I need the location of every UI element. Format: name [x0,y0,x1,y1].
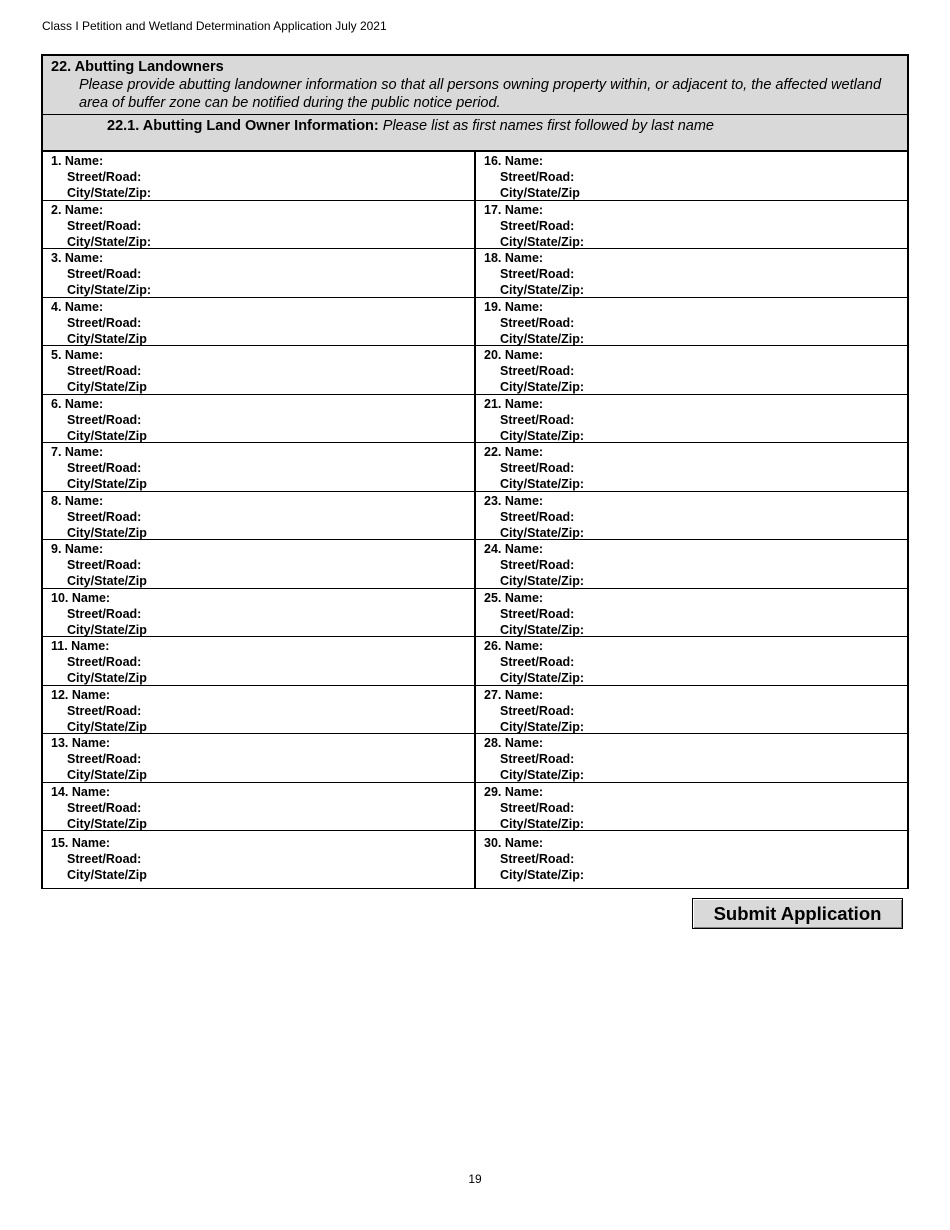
landowner-name-field[interactable]: 8. Name: [51,493,104,508]
landowner-name-field[interactable]: 16. Name: [484,154,544,168]
street-road-field[interactable]: Street/Road: [67,558,142,572]
city-state-zip-field[interactable]: City/State/Zip [67,816,147,831]
landowner-name-field[interactable]: 18. Name: [484,251,544,265]
street-road-field[interactable]: Street/Road: [500,703,575,718]
city-state-zip-field[interactable]: City/State/Zip: [500,622,585,637]
landowner-entry[interactable] [476,783,909,832]
landowner-entry[interactable] [476,249,909,298]
landowner-entry[interactable] [43,346,476,395]
landowner-entry[interactable] [43,152,476,201]
street-road-field[interactable]: Street/Road: [500,558,575,572]
landowner-name-field[interactable]: 29. Name: [484,784,544,799]
landowner-name-field[interactable]: 7. Name: [51,445,104,459]
landowner-name-field[interactable]: 2. Name: [51,202,104,217]
page-number: 19 [468,1172,482,1186]
subsection-note: Please list as first names first followed by last name [378,118,714,134]
landowner-entry[interactable] [476,686,909,735]
document-header: Class I Petition and Wetland Determination Application July 2021 [42,19,387,33]
city-state-zip-field[interactable]: City/State/Zip: [500,234,585,249]
landowner-entry[interactable] [43,589,476,638]
landowner-name-field[interactable]: 25. Name: [484,590,544,605]
landowner-name-field[interactable]: 21. Name: [484,396,544,411]
street-road-field[interactable]: Street/Road: [67,852,142,866]
city-state-zip-field[interactable]: City/State/Zip: [500,868,585,882]
city-state-zip-field[interactable]: City/State/Zip: [67,186,152,200]
section-header [43,56,907,115]
street-road-field[interactable]: Street/Road: [67,752,142,766]
city-state-zip-field[interactable]: City/State/Zip: [500,816,585,831]
submit-application-button[interactable]: Submit Application [692,898,903,929]
street-road-field[interactable]: Street/Road: [67,170,142,184]
city-state-zip-field[interactable]: City/State/Zip [67,868,147,882]
landowner-name-field[interactable]: 3. Name: [51,251,104,265]
landowner-name-field[interactable]: 12. Name: [51,687,111,702]
landowner-entry[interactable] [476,152,909,201]
landowner-name-field[interactable]: 30. Name: [484,836,544,850]
landowner-grid [43,152,907,889]
landowner-entry[interactable] [476,637,909,686]
landowner-name-field[interactable]: 11. Name: [51,639,110,653]
section-title: 22. Abutting Landowners [51,59,224,75]
city-state-zip-field[interactable]: City/State/Zip: [500,380,585,394]
landowner-name-field[interactable]: 6. Name: [51,396,104,411]
street-road-field[interactable]: Street/Road: [500,752,575,766]
city-state-zip-field[interactable]: City/State/Zip [67,719,147,734]
landowner-name-field[interactable]: 26. Name: [484,639,544,653]
street-road-field[interactable]: Street/Road: [67,412,142,427]
street-road-field[interactable]: Street/Road: [67,606,142,621]
street-road-field[interactable]: Street/Road: [500,218,575,233]
street-road-field[interactable]: Street/Road: [500,852,575,866]
landowner-entry[interactable] [476,831,909,889]
city-state-zip-field[interactable]: City/State/Zip: [67,283,152,297]
landowner-entry[interactable] [476,540,909,589]
landowner-name-field[interactable]: 10. Name: [51,590,111,605]
city-state-zip-field[interactable]: City/State/Zip [67,380,147,394]
landowner-entry[interactable] [43,201,476,250]
landowner-entry[interactable] [43,492,476,541]
landowner-name-field[interactable]: 4. Name: [51,299,104,314]
city-state-zip-field[interactable]: City/State/Zip: [500,331,585,346]
city-state-zip-field[interactable]: City/State/Zip: [500,428,585,443]
landowner-entry[interactable] [43,298,476,347]
street-road-field[interactable]: Street/Road: [67,461,142,475]
city-state-zip-field[interactable]: City/State/Zip [67,525,147,540]
landowner-entry[interactable] [476,395,909,444]
city-state-zip-field[interactable]: City/State/Zip: [500,574,585,588]
street-road-field[interactable]: Street/Road: [67,655,142,669]
landowner-name-field[interactable]: 23. Name: [484,493,544,508]
street-road-field[interactable]: Street/Road: [500,800,575,815]
city-state-zip-field[interactable]: City/State/Zip: [67,234,152,249]
city-state-zip-field[interactable]: City/State/Zip [67,331,147,346]
street-road-field[interactable]: Street/Road: [500,655,575,669]
city-state-zip-field[interactable]: City/State/Zip: [500,283,585,297]
city-state-zip-field[interactable]: City/State/Zip: [500,768,585,782]
street-road-field[interactable]: Street/Road: [67,315,142,330]
street-road-field[interactable]: Street/Road: [67,267,142,281]
landowner-entry[interactable] [476,298,909,347]
landowner-entry[interactable] [43,395,476,444]
landowner-name-field[interactable]: 27. Name: [484,687,544,702]
landowner-entry[interactable] [476,589,909,638]
landowner-entry[interactable] [43,783,476,832]
abutting-landowners-section [41,54,909,889]
landowner-entry[interactable] [476,492,909,541]
city-state-zip-field[interactable]: City/State/Zip [67,622,147,637]
street-road-field[interactable]: Street/Road: [500,412,575,427]
subsection-header [43,115,907,152]
landowner-name-field[interactable]: 5. Name: [51,348,104,362]
landowner-entry[interactable] [43,249,476,298]
city-state-zip-field[interactable]: City/State/Zip: [500,671,585,685]
landowner-entry[interactable] [43,734,476,783]
landowner-entry[interactable] [43,540,476,589]
city-state-zip-field[interactable]: City/State/Zip: [500,477,585,491]
city-state-zip-field[interactable]: City/State/Zip [500,186,580,200]
landowner-entry[interactable] [476,734,909,783]
landowner-entry[interactable] [476,201,909,250]
street-road-field[interactable]: Street/Road: [67,364,142,378]
street-road-field[interactable]: Street/Road: [500,364,575,378]
landowner-entry[interactable] [476,443,909,492]
landowner-entry[interactable] [43,637,476,686]
street-road-field[interactable]: Street/Road: [500,509,575,524]
street-road-field[interactable]: Street/Road: [500,606,575,621]
street-road-field[interactable]: Street/Road: [67,800,142,815]
landowner-name-field[interactable]: 14. Name: [51,784,111,799]
landowner-name-field[interactable]: 24. Name: [484,542,544,556]
landowner-name-field[interactable]: 15. Name: [51,836,111,850]
landowner-entry[interactable] [43,686,476,735]
landowner-entry[interactable] [43,443,476,492]
city-state-zip-field[interactable]: City/State/Zip [67,768,147,782]
landowner-name-field[interactable]: 19. Name: [484,299,544,314]
street-road-field[interactable]: Street/Road: [500,170,575,184]
subsection-title: 22.1. Abutting Land Owner Information: [107,118,379,134]
landowner-entry[interactable] [476,346,909,395]
city-state-zip-field[interactable]: City/State/Zip [67,574,147,588]
street-road-field[interactable]: Street/Road: [67,703,142,718]
landowner-name-field[interactable]: 22. Name: [484,445,544,459]
landowner-name-field[interactable]: 1. Name: [51,154,104,168]
landowner-name-field[interactable]: 20. Name: [484,348,544,362]
city-state-zip-field[interactable]: City/State/Zip [67,428,147,443]
city-state-zip-field[interactable]: City/State/Zip [67,671,147,685]
street-road-field[interactable]: Street/Road: [67,218,142,233]
landowner-name-field[interactable]: 17. Name: [484,202,544,217]
landowner-name-field[interactable]: 9. Name: [51,542,104,556]
city-state-zip-field[interactable]: City/State/Zip: [500,719,585,734]
city-state-zip-field[interactable]: City/State/Zip [67,477,147,491]
street-road-field[interactable]: Street/Road: [500,267,575,281]
street-road-field[interactable]: Street/Road: [500,461,575,475]
landowner-name-field[interactable]: 28. Name: [484,736,544,750]
city-state-zip-field[interactable]: City/State/Zip: [500,525,585,540]
landowner-name-field[interactable]: 13. Name: [51,736,111,750]
landowner-entry[interactable] [43,831,476,889]
section-description: Please provide abutting landowner information so that all persons owning property within, or adjacent to, the affected wetland area of buffer zone can be notified during the public notice period. [79,77,882,111]
street-road-field[interactable]: Street/Road: [67,509,142,524]
street-road-field[interactable]: Street/Road: [500,315,575,330]
